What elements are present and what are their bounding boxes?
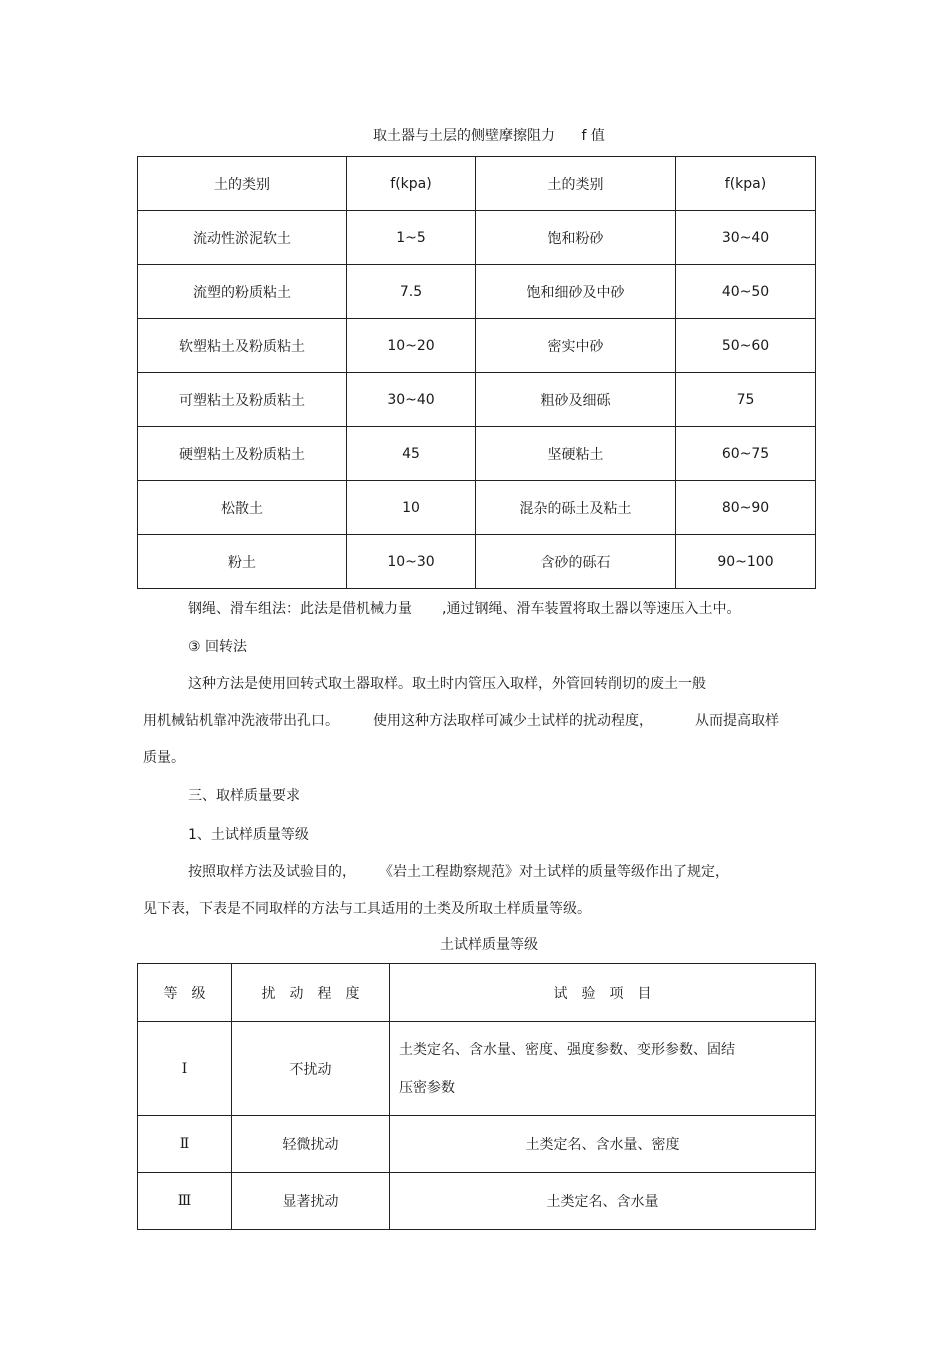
paragraph-text: 使用这种方法取样可减少土试样的扰动程度， <box>373 713 653 729</box>
test-items-cell: 土类定名、含水量、密度 <box>390 1116 816 1173</box>
table-cell: 坚硬粘土 <box>476 427 676 481</box>
header-f: f(kpa) <box>676 157 816 211</box>
table-cell: 30~40 <box>676 211 816 265</box>
paragraph-text: 这种方法是使用回转式取土器取样。取土时内管压入取样，外管回转削切的废土一般 <box>188 676 706 692</box>
disturbance-cell: 显著扰动 <box>232 1173 390 1230</box>
grade-cell: Ⅱ <box>138 1116 232 1173</box>
header-grade: 等 级 <box>138 964 232 1022</box>
table-cell: 饱和细砂及中砂 <box>476 265 676 319</box>
subsection-heading: 1、土试样质量等级 <box>188 827 309 843</box>
table-cell: 30~40 <box>347 373 476 427</box>
table-cell: 45 <box>347 427 476 481</box>
table-cell: 软塑粘土及粉质粘土 <box>138 319 347 373</box>
table-cell: 流动性淤泥软土 <box>138 211 347 265</box>
table-cell: 75 <box>676 373 816 427</box>
table-cell: 90~100 <box>676 535 816 589</box>
disturbance-cell: 不扰动 <box>232 1022 390 1116</box>
table-cell: 10~20 <box>347 319 476 373</box>
paragraph-line <box>143 710 779 730</box>
header-soil-type: 土的类别 <box>476 157 676 211</box>
paragraph-text: 钢绳、滑车组法：此法是借机械力量 <box>188 601 412 617</box>
table-row <box>138 211 816 265</box>
table-cell: 80~90 <box>676 481 816 535</box>
table1-caption-main: 取土器与土层的侧壁摩擦阻力 <box>373 128 555 144</box>
disturbance-cell: 轻微扰动 <box>232 1116 390 1173</box>
header-soil-type: 土的类别 <box>138 157 347 211</box>
paragraph-text: ,通过钢绳、滑车装置将取土器以等速压入土中。 <box>442 601 741 617</box>
table-row <box>138 1173 816 1230</box>
table1-caption <box>373 125 605 145</box>
table1-caption-f: f 值 <box>581 128 605 144</box>
table-cell: 粉土 <box>138 535 347 589</box>
table-cell: 流塑的粉质粘土 <box>138 265 347 319</box>
test-items-cell <box>390 1022 816 1116</box>
paragraph-text: 用机械钻机靠冲洗液带出孔口。 <box>143 713 339 729</box>
friction-table <box>137 156 816 589</box>
table-cell: 60~75 <box>676 427 816 481</box>
table-cell: 10 <box>347 481 476 535</box>
table-cell: 松散土 <box>138 481 347 535</box>
table-cell: 混杂的砾土及粘土 <box>476 481 676 535</box>
table-row <box>138 535 816 589</box>
header-test-items: 试 验 项 目 <box>390 964 816 1022</box>
table-row <box>138 1116 816 1173</box>
paragraph-text: 按照取样方法及试验目的， <box>188 864 356 880</box>
table-header-row <box>138 964 816 1022</box>
table-cell: 饱和粉砂 <box>476 211 676 265</box>
table-header-row <box>138 157 816 211</box>
heading-rotary-method: ③ 回转法 <box>188 639 248 655</box>
quality-grade-table <box>137 963 816 1230</box>
table-cell: 50~60 <box>676 319 816 373</box>
table-row <box>138 427 816 481</box>
table-row <box>138 265 816 319</box>
test-items-cell: 土类定名、含水量 <box>390 1173 816 1230</box>
table-cell: 硬塑粘土及粉质粘土 <box>138 427 347 481</box>
header-disturbance: 扰 动 程 度 <box>232 964 390 1022</box>
header-f: f(kpa) <box>347 157 476 211</box>
table-cell: 密实中砂 <box>476 319 676 373</box>
table-cell: 粗砂及细砾 <box>476 373 676 427</box>
paragraph-line <box>188 861 729 881</box>
table-cell: 10~30 <box>347 535 476 589</box>
table-row <box>138 481 816 535</box>
table2-caption: 土试样质量等级 <box>440 937 538 953</box>
table-cell: 1~5 <box>347 211 476 265</box>
grade-cell: Ⅲ <box>138 1173 232 1230</box>
paragraph-text: 质量。 <box>143 750 185 766</box>
grade-cell: Ⅰ <box>138 1022 232 1116</box>
paragraph-text: 《岩土工程勘察规范》对土试样的质量等级作出了规定， <box>386 864 729 880</box>
table-row <box>138 1022 816 1116</box>
test-items-line: 压密参数 <box>399 1079 455 1096</box>
paragraph-text: 从而提高取样 <box>695 713 779 729</box>
test-items-line: 土类定名、含水量、密度、强度参数、变形参数、固结 <box>399 1041 735 1058</box>
paragraph-steel-rope <box>188 598 740 618</box>
table-cell: 40~50 <box>676 265 816 319</box>
table-cell: 7.5 <box>347 265 476 319</box>
table-row <box>138 319 816 373</box>
section-heading: 三、取样质量要求 <box>188 788 300 804</box>
table-cell: 可塑粘土及粉质粘土 <box>138 373 347 427</box>
paragraph-text: 见下表，下表是不同取样的方法与工具适用的土类及所取土样质量等级。 <box>143 901 591 917</box>
table-cell: 含砂的砾石 <box>476 535 676 589</box>
table-row <box>138 373 816 427</box>
